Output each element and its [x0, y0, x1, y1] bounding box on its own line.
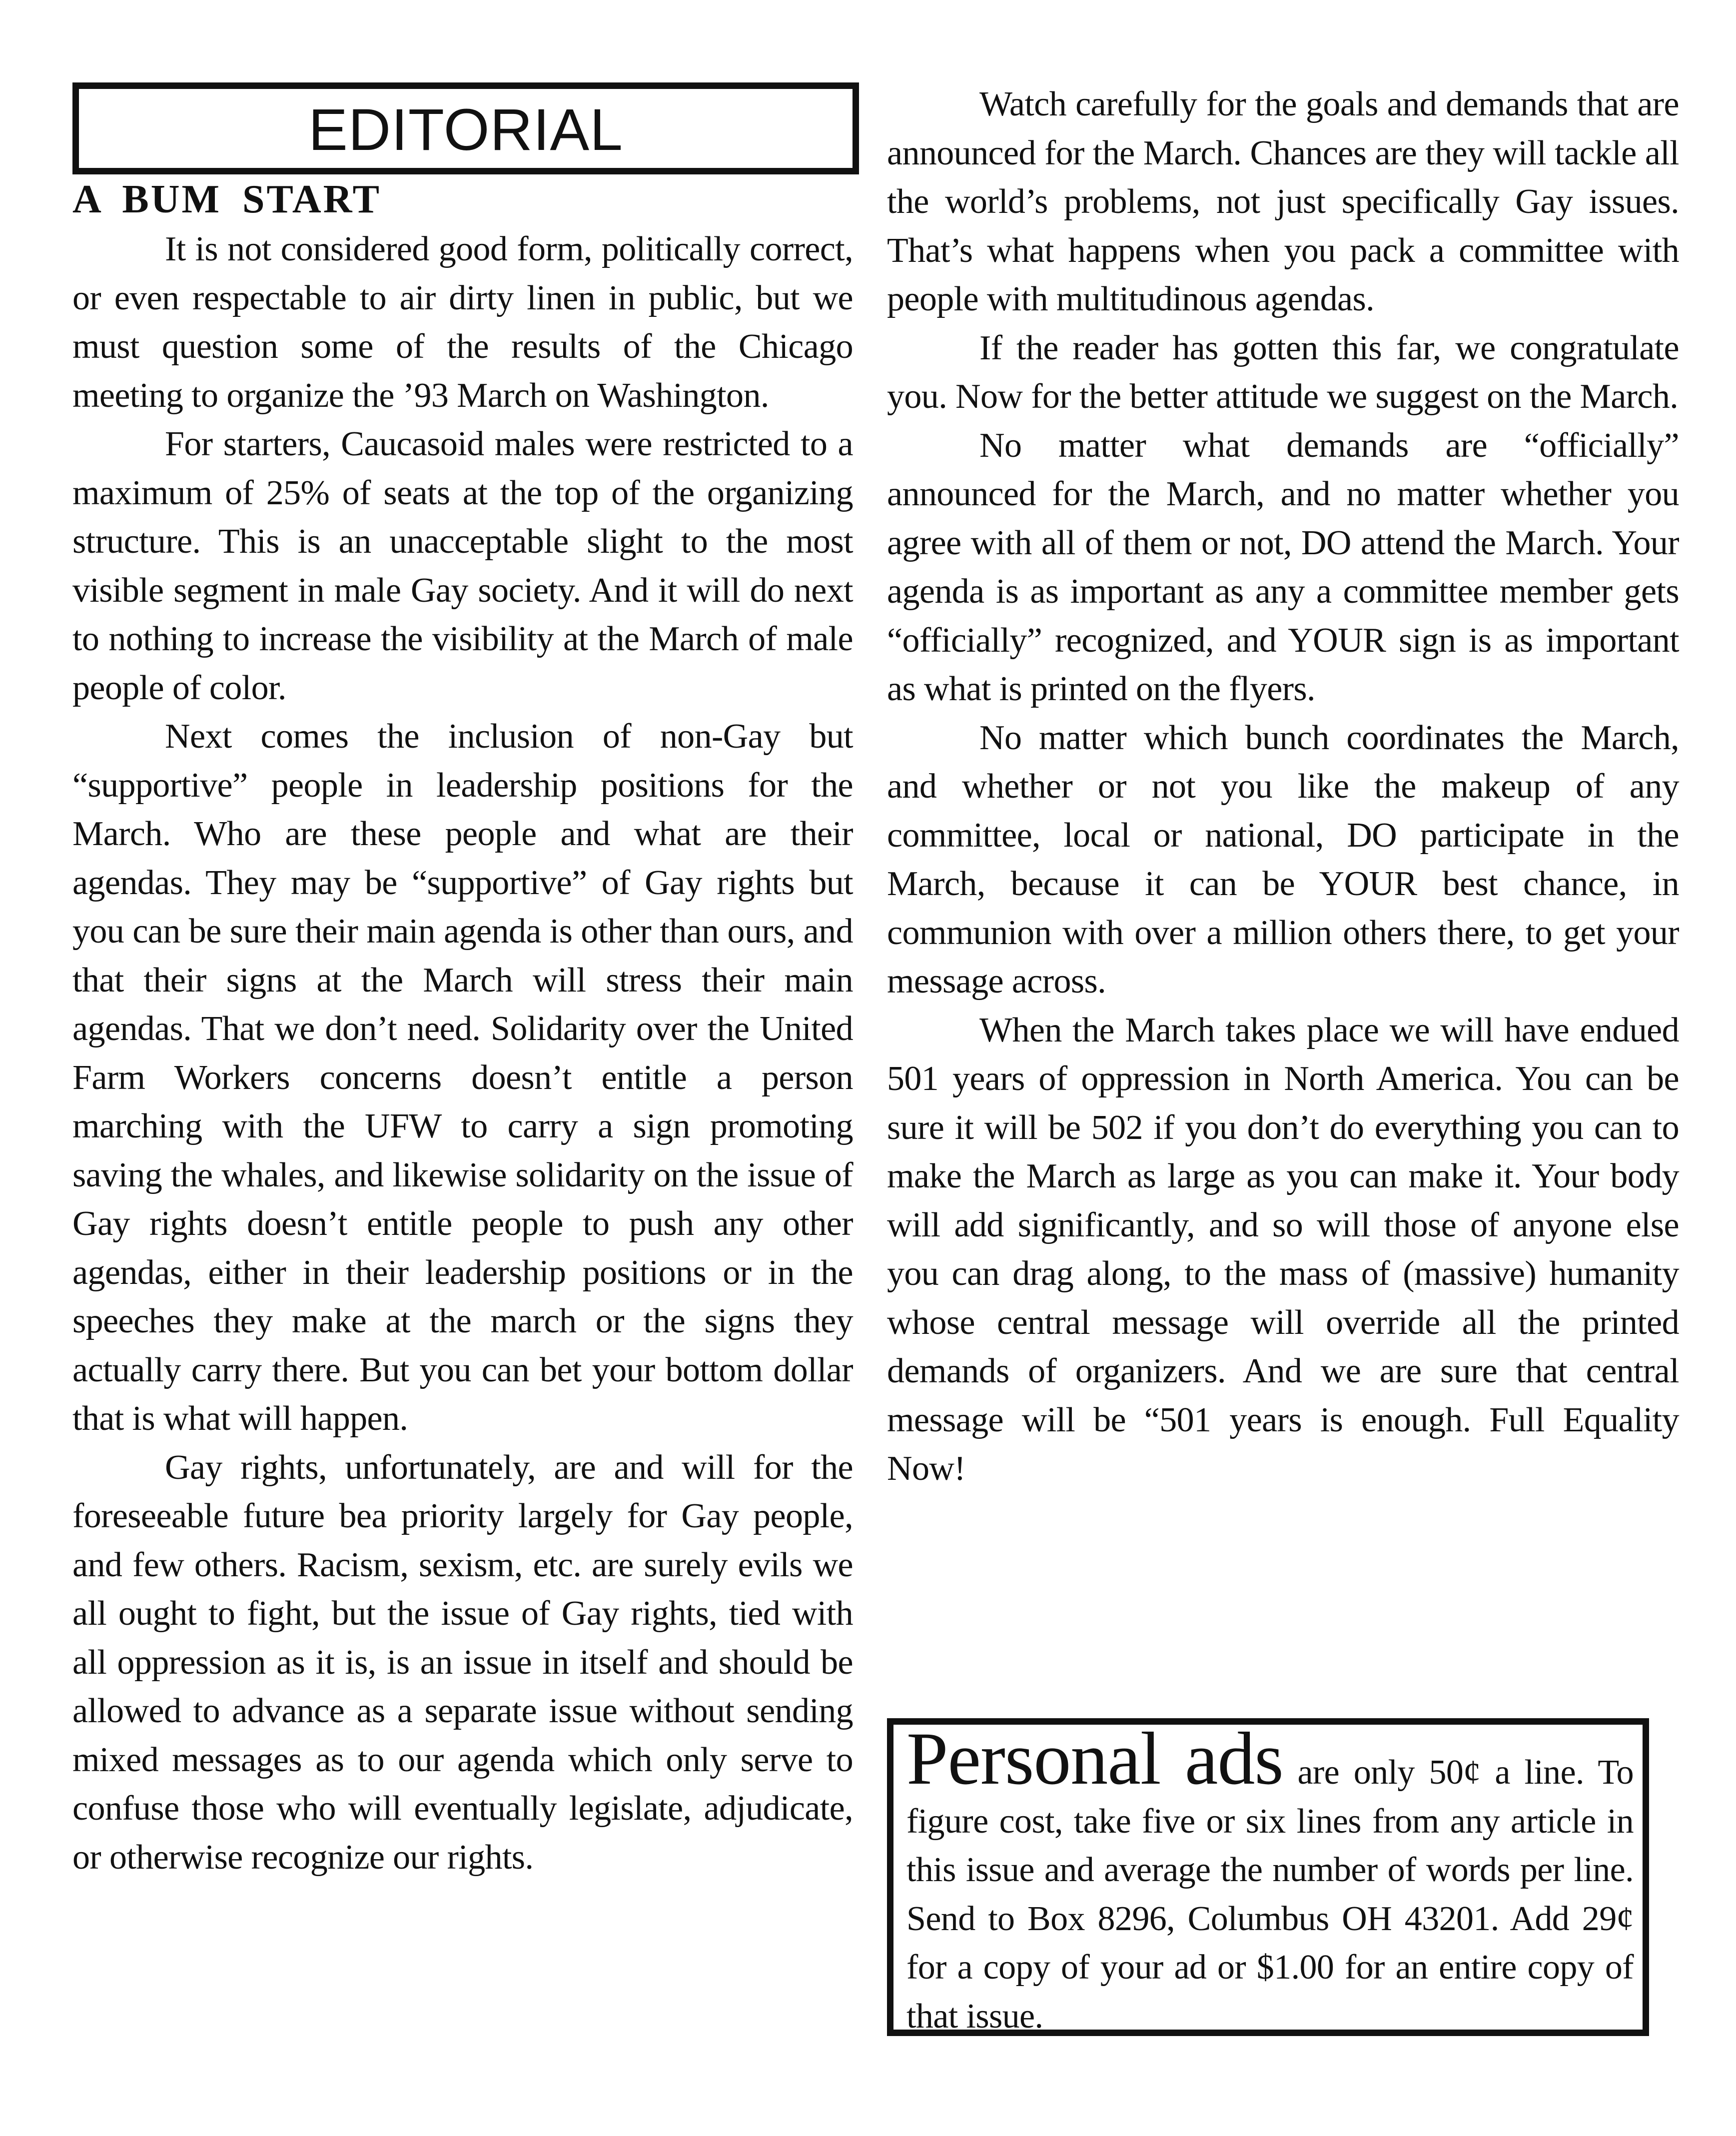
article-body-left: [72, 225, 853, 1882]
personal-ads-text: [906, 1717, 1634, 2041]
paragraph: No matter which bunch coordinates the March, and whether or not you like the makeup of any committee, local or national, DO participate in the March, because it can be YOUR best chance, in communion with over a million others there, to get your message across.: [887, 718, 1679, 1001]
paragraph: Next comes the inclusion of non-Gay but “supportive” people in leadership positions for the March. Who are these people and what are their agendas. They may be “supportive” of Gay rights but you can be sure their main agenda is other than ours, and that their signs at the March will stress their main agendas. That we don’t need. Solidarity over the United Farm Workers concerns doesn’t entitle a person marching with the UFW to carry a sign promoting saving the whales, and likewise solidarity on the issue of Gay rights doesn’t entitle people to push any other agendas, either in their leadership positions or in the speeches they make at the march or the signs they actually carry there. But you can bet your bottom dollar that is what will happen.: [72, 717, 853, 1438]
paragraph: Gay rights, unfortunately, are and will for the foreseeable future bea priority largely for Gay people, and few others. Racism, sexism, etc. are surely evils we all ought to fight, but the issue of Gay rights, tied with all oppression as it is, is an issue in itself and should be allowed to advance as a separate issue without sending mixed messages as to our agenda which only serve to confuse those who will eventually legislate, adjudicate, or otherwise recognize our rights.: [72, 1448, 853, 1877]
personal-ads-headline: Personal ads: [906, 1717, 1283, 1800]
paragraph: No matter what demands are “officially” announced for the March, and no matter whether you agree with all of them or not, DO attend the March. Your agenda is as important as any a committee member gets “officially” recognized, and YOUR sign is as important as what is printed on the flyers.: [887, 426, 1679, 708]
section-title-box: [72, 82, 859, 174]
paragraph: If the reader has gotten this far, we congratulate you. Now for the better attitude we suggest on the March.: [887, 328, 1679, 416]
paragraph: Watch carefully for the goals and demands that are announced for the March. Chances are they will tackle all the world’s problems, not just specifically Gay issues. That’s what happens when you pack a committee with people with multitudinous agendas.: [887, 85, 1679, 318]
paragraph: When the March takes place we will have endued 501 years of oppression in North America. You can be sure it will be 502 if you don’t do everything you can to make the March as large as you can make it. Your body will add significantly, and so will those of anyone else you can drag along, to the mass of (massive) humanity whose central message will override all the printed demands of organizers. And we are sure that central message will be “501 years is enough. Full Equality Now!: [887, 1011, 1679, 1488]
paragraph: It is not considered good form, politically correct, or even respectable to air dirty linen in public, but we must question some of the results of the Chicago meeting to organize the ’93 March on Washington.: [72, 230, 853, 415]
personal-ads-box: [887, 1718, 1649, 2036]
paragraph: For starters, Caucasoid males were restricted to a maximum of 25% of seats at the top of the organizing structure. This is an unacceptable slight to the most visible segment in male Gay society. And it will do next to nothing to increase the visibility at the March of male people of color.: [72, 425, 853, 707]
article-body-right: [887, 80, 1679, 1493]
personal-ads-body: are only 50¢ a line. To figure cost, take five or six lines from any article in this issue and average the number of words per line. Send to Box 8296, Columbus OH 43201. Add 29¢ for a copy of your ad or $1.00 for an entire copy of that issue.: [906, 1753, 1634, 2036]
article-headline: A BUM START: [72, 177, 382, 221]
section-title: EDITORIAL: [308, 97, 623, 163]
